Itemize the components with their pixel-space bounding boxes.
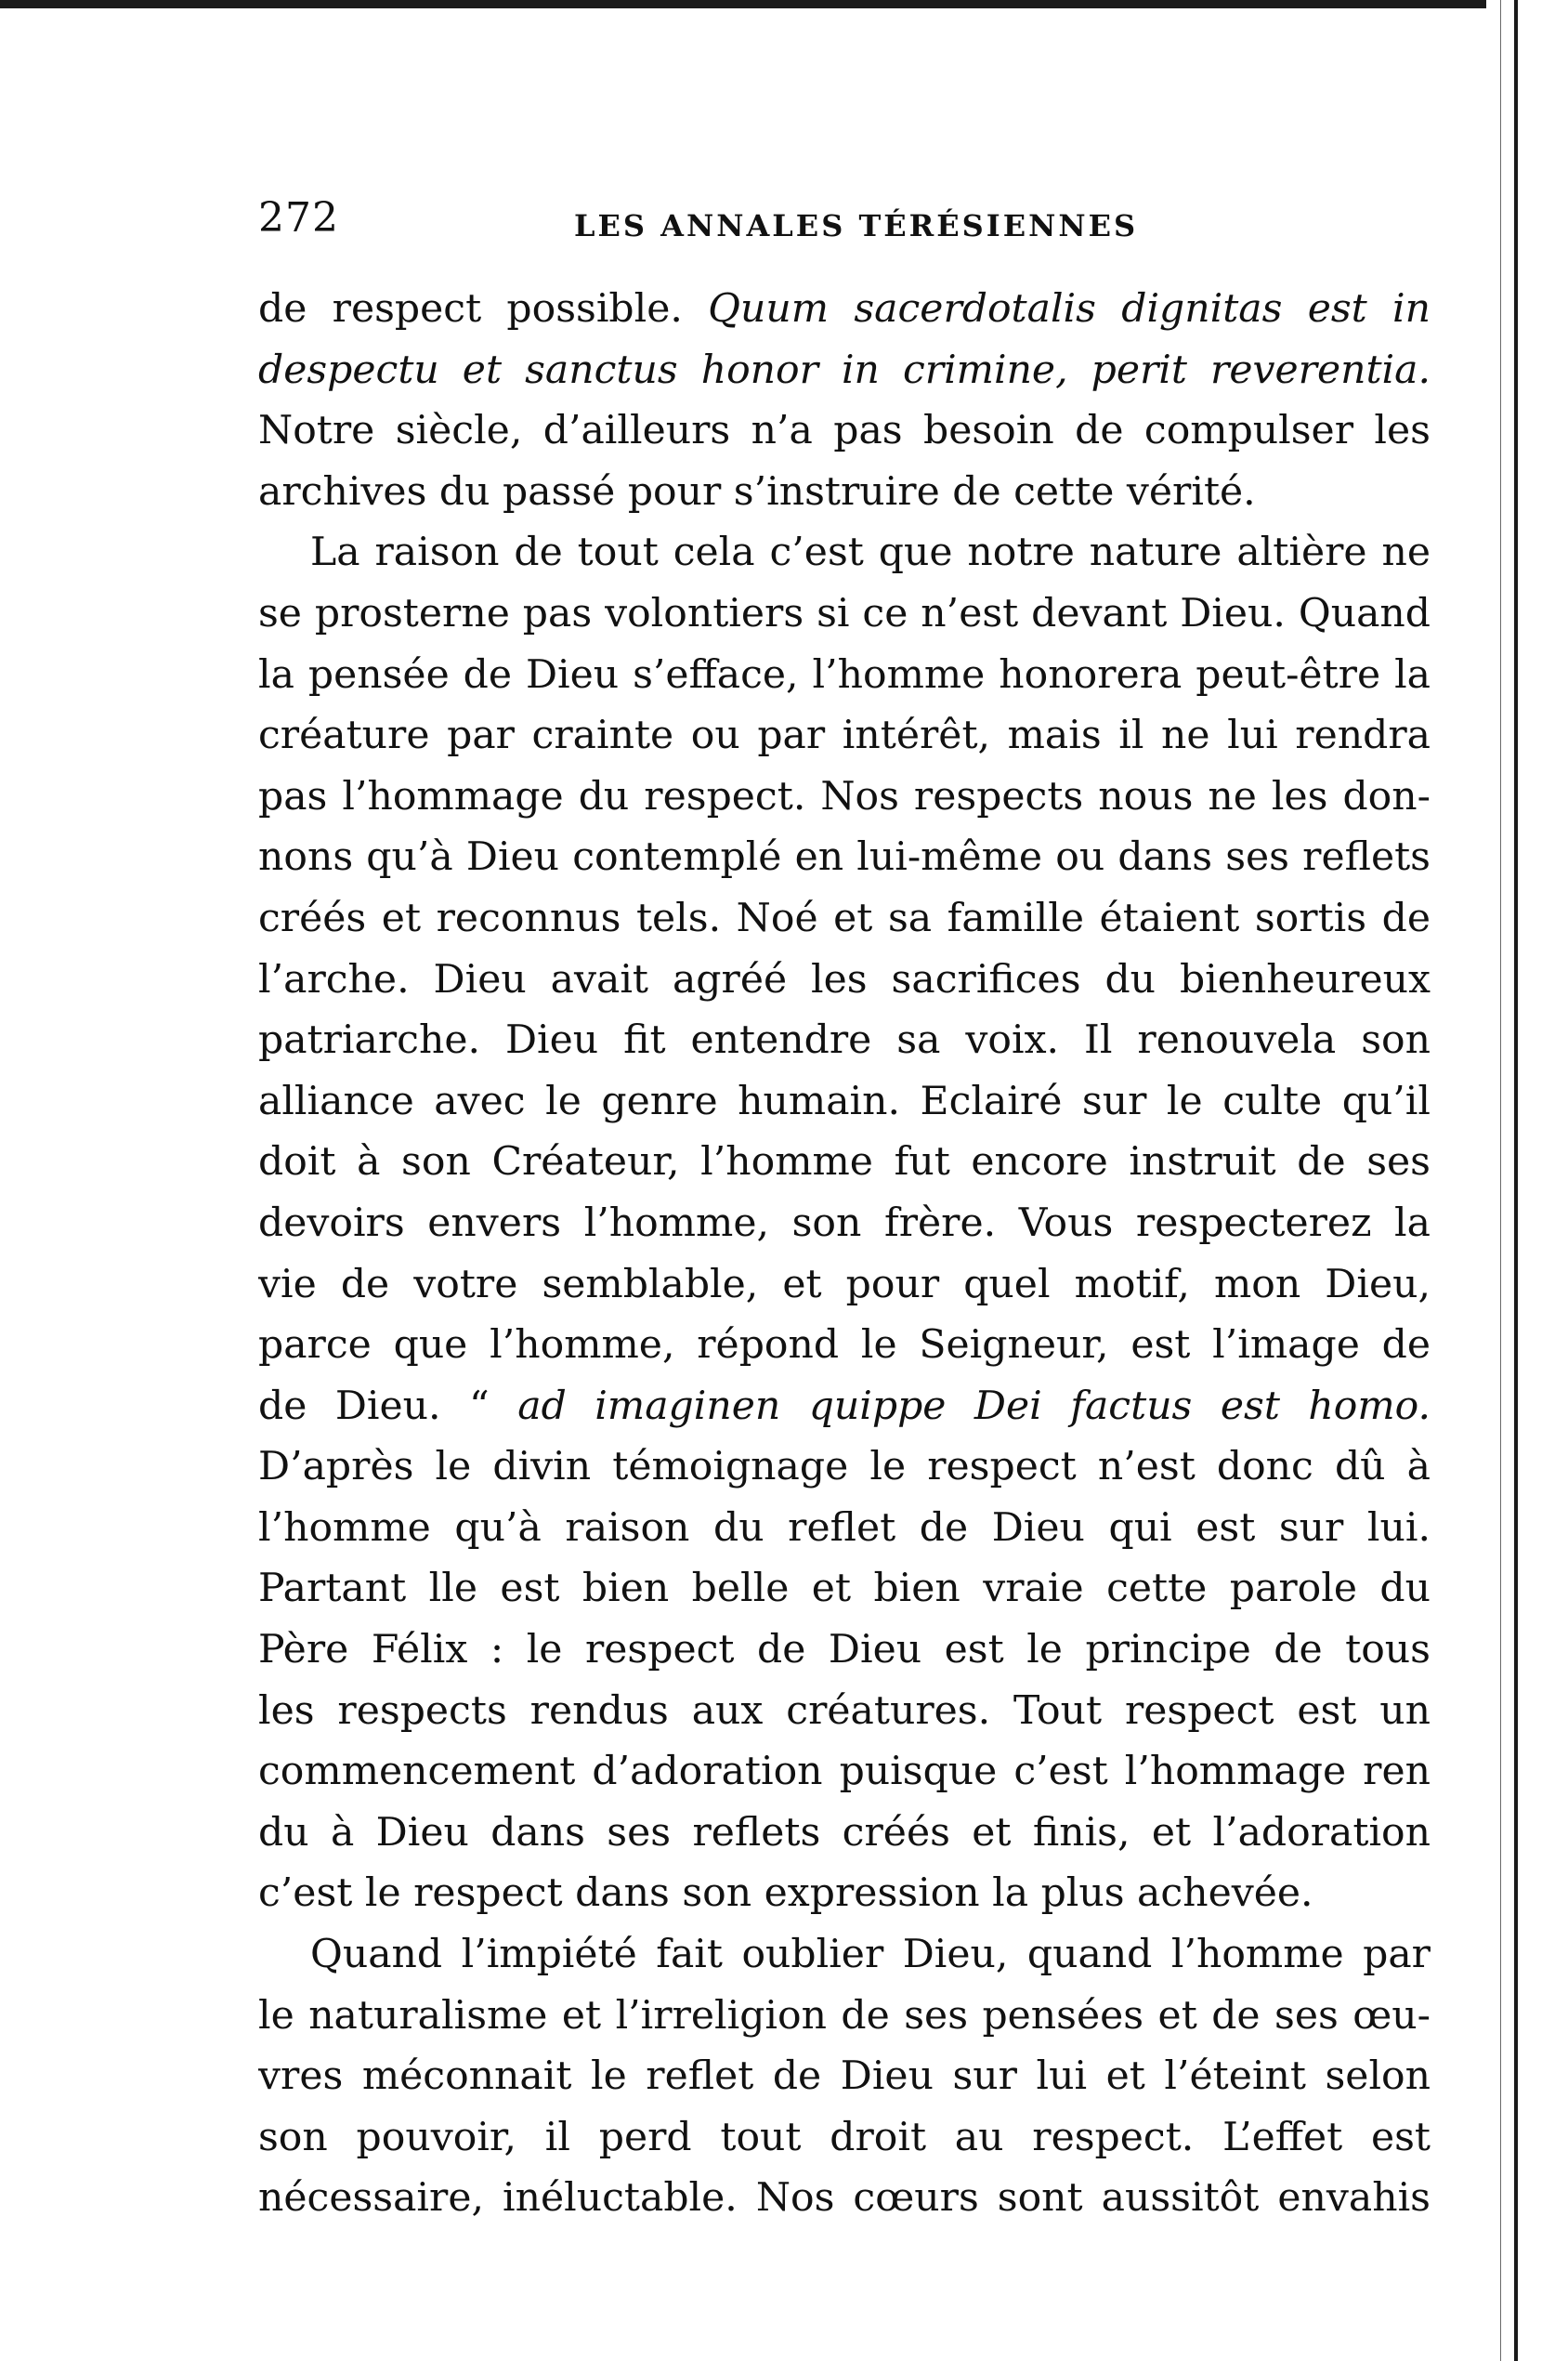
text-line <box>258 2107 1431 2169</box>
right-border-rule <box>1514 0 1518 2361</box>
right-margin-inner-line <box>1500 0 1501 2361</box>
text-line <box>258 522 1431 584</box>
text-segment: de respect possible. <box>258 286 709 332</box>
running-title: LES ANNALES TÉRÉSIENNES <box>574 208 1139 243</box>
text-line <box>258 1315 1431 1376</box>
text-segment: l’arche. Dieu avait agréé les sacrifices du bienheureux <box>258 956 1431 1003</box>
text-line <box>258 340 1431 401</box>
text-segment: D’après le divin témoignage le respect n’est donc dû à <box>258 1444 1431 1490</box>
text-segment: le naturalisme et l’irreligion de ses pensées et de ses œu- <box>258 1992 1431 2039</box>
text-segment: la pensée de Dieu s’efface, l’homme honorera peut-être la <box>258 651 1431 698</box>
text-segment: Notre siècle, d’ailleurs n’a pas besoin de compulser les <box>258 408 1431 454</box>
text-segment: de Dieu. “ <box>258 1383 518 1429</box>
text-segment: se prosterne pas volontiers si ce n’est devant Dieu. Quand <box>258 590 1431 636</box>
text-line <box>258 2168 1431 2229</box>
text-line <box>258 1376 1431 1437</box>
text-segment: créature par crainte ou par intérêt, mais il ne lui rendra <box>258 713 1431 759</box>
text-line <box>258 1741 1431 1803</box>
text-segment: archives du passé pour s’instruire de cette vérité. <box>258 468 1256 515</box>
text-segment: devoirs envers l’homme, son frère. Vous respecterez la <box>258 1200 1431 1246</box>
text-line <box>258 767 1431 828</box>
text-segment: c’est le respect dans son expression la plus achevée. <box>258 1870 1313 1917</box>
text-segment: pas l’hommage du respect. Nos respects nous ne les don- <box>258 773 1431 820</box>
text-segment: les respects rendus aux créatures. Tout respect est un <box>258 1687 1431 1734</box>
text-line <box>258 1193 1431 1254</box>
text-line <box>258 2046 1431 2107</box>
text-line <box>258 1436 1431 1498</box>
text-line <box>258 1863 1431 1924</box>
text-line <box>258 1498 1431 1559</box>
text-line <box>258 1132 1431 1193</box>
text-segment: Père Félix : le respect de Dieu est le principe de tous <box>258 1627 1431 1673</box>
text-line <box>258 1558 1431 1620</box>
text-segment: alliance avec le genre humain. Eclairé sur le culte qu’il <box>258 1078 1431 1124</box>
italic-text-segment: despectu et sanctus honor in crimine, perit reverentia. <box>258 347 1431 393</box>
text-line <box>258 400 1431 462</box>
text-segment: nons qu’à Dieu contemplé en lui-même ou dans ses reflets <box>258 834 1431 881</box>
text-segment: vie de votre semblable, et pour quel motif, mon Dieu, <box>258 1261 1431 1307</box>
text-segment: patriarche. Dieu fit entendre sa voix. Il renouvela son <box>258 1017 1431 1064</box>
text-line <box>258 705 1431 767</box>
text-line <box>258 645 1431 706</box>
top-border-rule <box>0 0 1486 8</box>
text-segment: commencement d’adoration puisque c’est l’hommage ren <box>258 1749 1431 1795</box>
text-segment: Quand l’impiété fait oublier Dieu, quand l’homme par <box>310 1932 1431 1978</box>
text-line <box>258 1924 1431 1986</box>
text-line <box>258 827 1431 888</box>
italic-text-segment: Quum sacerdotalis dignitas est in <box>708 286 1431 332</box>
text-segment: vres méconnait le reflet de Dieu sur lui et l’éteint selon <box>258 2053 1431 2100</box>
text-segment: son pouvoir, il perd tout droit au respect. L’effet est <box>258 2114 1431 2160</box>
text-segment: doit à son Créateur, l’homme fut encore instruit de ses <box>258 1139 1431 1186</box>
text-line <box>258 279 1431 340</box>
text-segment: l’homme qu’à raison du reflet de Dieu qui est sur lui. <box>258 1504 1431 1551</box>
text-line <box>258 462 1431 523</box>
text-segment: parce que l’homme, répond le Seigneur, est l’image de <box>258 1322 1431 1369</box>
page-number: 272 <box>258 194 339 242</box>
italic-text-segment: ad imaginen quippe Dei factus est homo. <box>517 1383 1431 1429</box>
text-segment: La raison de tout cela c’est que notre nature altière ne <box>310 530 1431 576</box>
text-segment: nécessaire, inéluctable. Nos cœurs sont aussitôt envahis <box>258 2175 1431 2222</box>
text-line <box>258 950 1431 1011</box>
text-line <box>258 1620 1431 1681</box>
text-line <box>258 1071 1431 1133</box>
text-line <box>258 1010 1431 1071</box>
text-line <box>258 1254 1431 1316</box>
text-line <box>258 584 1431 645</box>
text-line <box>258 1803 1431 1864</box>
page-header <box>258 186 1429 251</box>
body-text <box>258 279 1431 2229</box>
text-segment: créés et reconnus tels. Noé et sa famille étaient sortis de <box>258 895 1431 941</box>
text-line <box>258 1681 1431 1742</box>
text-segment: Partant lle est bien belle et bien vraie cette parole du <box>258 1566 1431 1612</box>
text-segment: du à Dieu dans ses reflets créés et finis, et l’adoration <box>258 1809 1431 1856</box>
text-line <box>258 1986 1431 2047</box>
text-line <box>258 888 1431 950</box>
